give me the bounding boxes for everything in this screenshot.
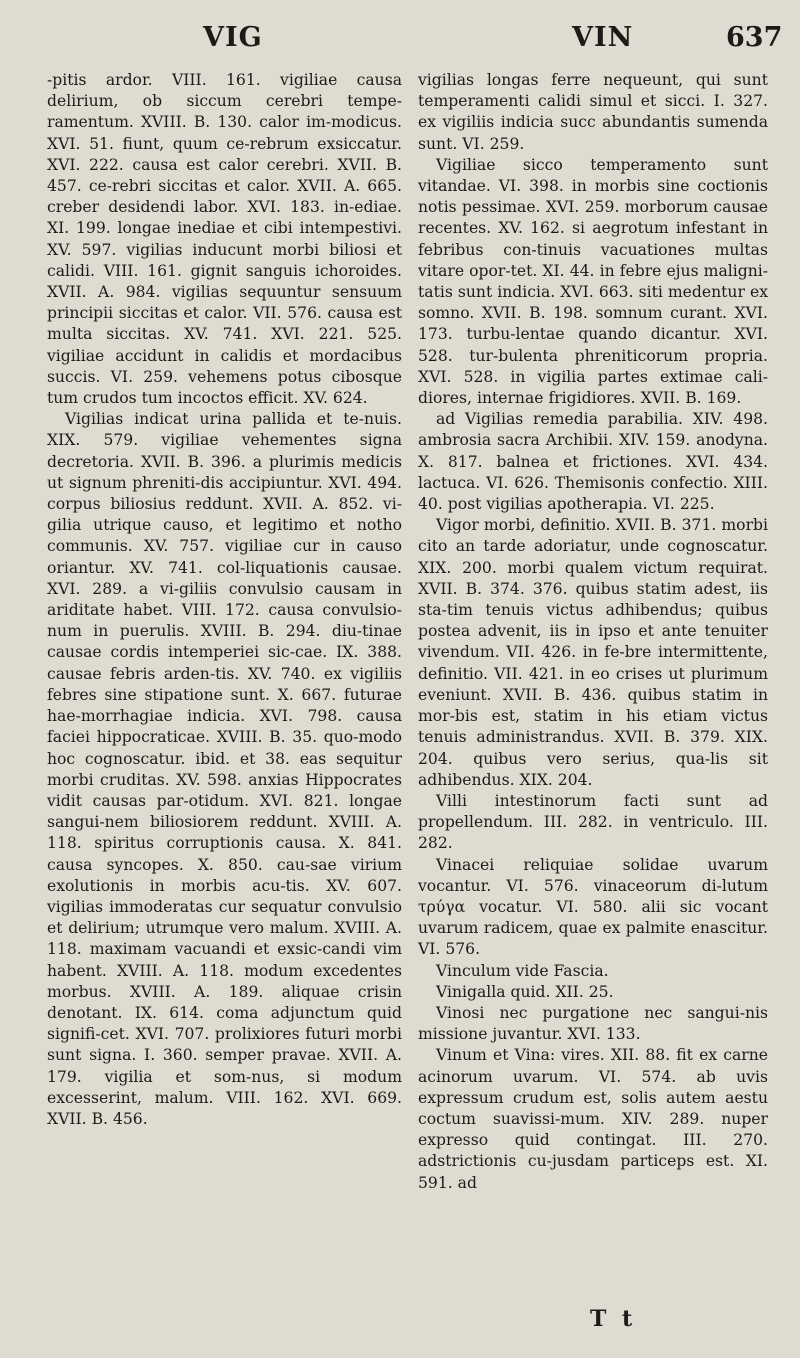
paragraph: ad Vigilias remedia parabilia. XIV. 498. ambrosia sacra Archibii. XIV. 159. anodyna. X. 817. balnea et frictiones. XVI. 434. lactuca. VI. 626. Themisonis confectio. XIII. 40. post vigilias apotherapia. VI. 225. [418, 410, 768, 514]
right-column [418, 70, 768, 1194]
paragraph: -pitis ardor. VIII. 161. vigiliae causa delirium, ob siccum cerebri tempe-ramentum. XVIII. B. 130. calor im-modicus. XVI. 51. fiunt, quum ce-rebrum exsiccatur. XVI. 222. causa est calor cerebri. XVII. B. 457. ce-rebri siccitas et calor. XVII. A. 665. creber desidendi labor. XVI. 183. in-ediae. XI. 199. longae inediae et cibi intempestivi. XV. 597. vigilias inducunt morbi biliosi et calidi. VIII. 161. gignit sanguis ichoroides. XVII. A. 984. vigilias sequuntur sensuum principii siccitas et calor. VII. 576. causa est multa siccitas. XV. 741. XVI. 221. 525. vigiliae accidunt in calidis et mordacibus succis. VI. 259. vehemens potus cibosque tum crudos tum incoctos efficit. XV. 624. [47, 71, 402, 408]
running-header [0, 22, 800, 62]
paragraph: Vigilias indicat urina pallida et te-nuis. XIX. 579. vigiliae vehementes signa decretoria. XVII. B. 396. a plurimis medicis ut signum phreniti-dis accipiuntur. XVI. 494. corpus biliosius reddunt. XVII. A. 852. vi-gilia utrique causo, et legitimo et notho communis. XV. 757. vigiliae cur in causo oriantur. XV. 741. col-liquationis causae. XVI. 289. a vi-giliis convulsio causam in ariditate habet. VIII. 172. causa convulsio-num in puerulis. XVIII. B. 294. diu-tinae causae cordis intemperiei sic-cae. IX. 388. causae febris arden-tis. XV. 740. ex vigiliis febres sine stipatione sunt. X. 667. futurae hae-morrhagiae indicia. XVI. 798. causa faciei hippocraticae. XVIII. B. 35. quo-modo hoc cognoscatur. ibid. et 38. eas sequitur morbi cruditas. XV. 598. anxias Hippocrates vidit causas par-otidum. XVI. 821. longae sangui-nem biliosiorem reddunt. XVIII. A. 118. spiritus corruptionis causa. X. 841. causa syncopes. X. 850. cau-sae virium exolutionis in morbis acu-tis. XV. 607. vigilias immoderatas cur sequatur convulsio et delirium; utrumque vero malum. XVIII. A. 118. maximam vacuandi et exsic-candi vim habent. XVIII. A. 118. modum excedentes morbus. XVIII. A. 189. aliquae crisin denotant. IX. 614. coma adjunctum quid signifi-cet. XVI. 707. prolixiores futuri morbi sunt signa. I. 360. semper pravae. XVII. A. 179. vigilia et som-nus, si modum excesserint, malum. VIII. 162. XVI. 669. XVII. B. 456. [47, 410, 402, 1128]
paragraph: Villi intestinorum facti sunt ad propellendum. III. 282. in ventriculo. III. 282. [418, 791, 768, 853]
page-number: 637 [726, 22, 783, 53]
paragraph: Vinculum vide Fascia. [436, 961, 609, 980]
paragraph: Vinosi nec purgatione nec sangui-nis missione juvantur. XVI. 133. [418, 1003, 768, 1044]
paragraph: Vinigalla quid. XII. 25. [436, 982, 614, 1001]
signature-mark: T t [590, 1306, 637, 1332]
paragraph: Vinum et Vina: vires. XII. 88. fit ex carne acinorum uvarum. VI. 574. ab uvis expressum crudum est, solis autem aestu coctum suavissi-mum. XIV. 289. nuper expresso quid contingat. III. 270. adstrictionis cu-jusdam particeps est. XI. 591. ad [418, 1046, 768, 1192]
paragraph: Vigiliae sicco temperamento sunt vitandae. VI. 398. in morbis sine coctionis notis pessimae. XVI. 259. morborum causae recentes. XV. 162. si aegrotum infestant in febribus con-tinuis vacuationes multas vitare opor-tet. XI. 44. in febre ejus maligni-tatis sunt indicia. XVI. 663. siti medentur ex somno. XVII. B. 198. somnum curant. XVI. 173. turbu-lentae quando dicantur. XVI. 528. tur-bulenta phreniticorum propria. XVI. 528. in vigilia partes extimae cali-diores, internae frigidiores. XVII. B. 169. [418, 155, 768, 408]
paragraph: Vinacei reliquiae solidae uvarum vocantur. VI. 576. vinaceorum di-lutum τρύγα vocatur. VI. 580. alii sic vocant uvarum radicem, quae ex palmite enascitur. VI. 576. [418, 855, 768, 959]
paragraph: vigilias longas ferre nequeunt, qui sunt temperamenti calidi simul et sicci. I. 327. ex vigiliis indicia succ abundantis sumenda sunt. VI. 259. [418, 71, 768, 153]
paragraph: Vigor morbi, definitio. XVII. B. 371. morbi cito an tarde adoriatur, unde cognoscatur. XIX. 200. morbi qualem victum requirat. XVII. B. 374. 376. quibus statim adest, iis sta-tim tenuis victus adhibendus; quibus postea advenit, iis in ipso et ante tenuiter vivendum. VII. 426. in fe-bre intermittente, definitio. VII. 421. in eo crises ut plurimum eveniunt. XVII. B. 436. quibus statim in mor-bis est, statim in his etiam victus tenuis administrandus. XVII. B. 379. XIX. 204. quibus vero serius, qua-lis sit adhibendus. XIX. 204. [418, 516, 768, 789]
header-right-word: VIN [572, 22, 634, 53]
header-left-word: VIG [203, 22, 263, 53]
left-column [47, 70, 402, 1130]
